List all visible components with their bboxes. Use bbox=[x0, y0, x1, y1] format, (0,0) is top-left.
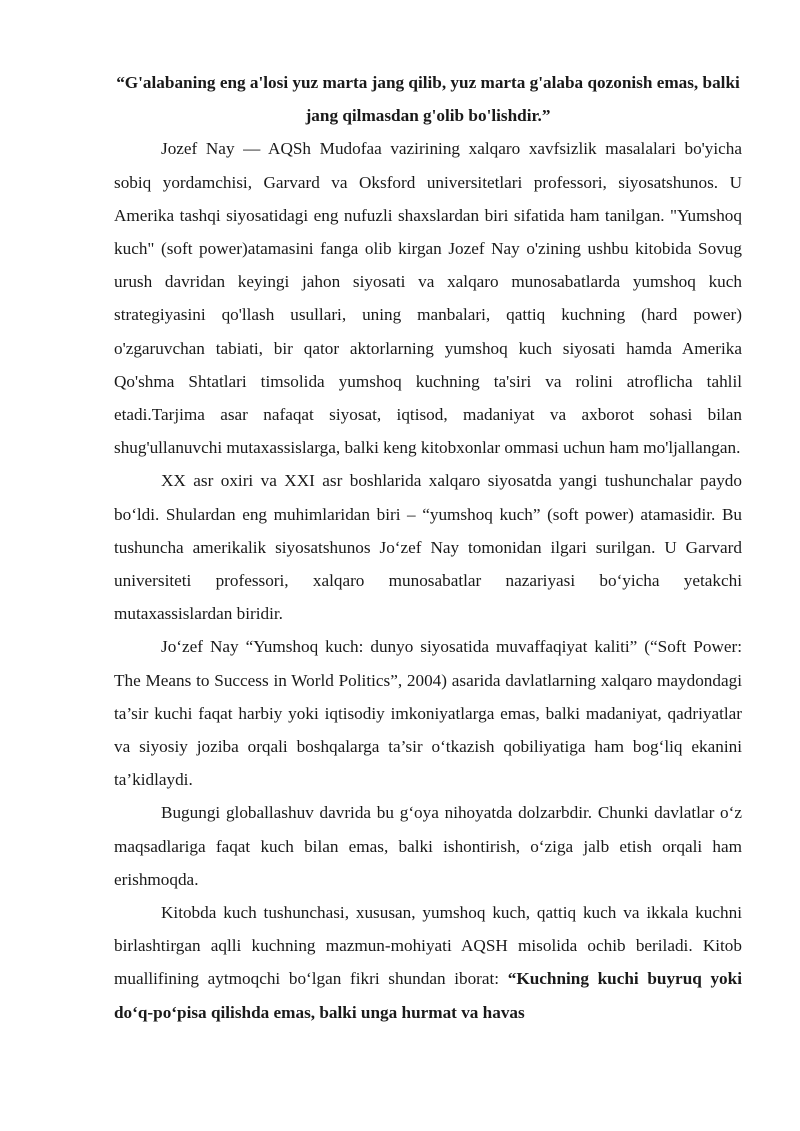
paragraph-book-summary: Jo‘zef Nay “Yumshoq kuch: dunyo siyosatida muvaffaqiyat kaliti” (“Soft Power: The Means to Success in World Politics”, 2004) asarida davlatlarning xalqaro maydondagi ta’sir kuchi faqat harbiy yoki iqtisodiy imkoniyatlarga emas, balki madaniyat, qadriyatlar va siyosiy joziba orqali boshqalarga ta’sir o‘tkazish qobiliyatiga ham bog‘liq ekanini ta’kidlaydi. bbox=[114, 637, 742, 790]
paragraph-book-idea-text: Kitobda kuch tushunchasi, xususan, yumshoq kuch, qattiq kuch va ikkala kuchni birlashtirgan aqlli kuchning mazmun-mohiyati AQSH misolida ochib beriladi. Kitob muallifining aytmoqchi bo‘lgan fikri shundan iborat: bbox=[114, 903, 742, 989]
paragraph-soft-power-intro: XX asr oxiri va XXI asr boshlarida xalqaro siyosatda yangi tushunchalar paydo bo‘ldi. Shulardan eng muhimlaridan biri – “yumshoq kuch” (soft power) atamasidir. Bu tushuncha amerikalik siyosatshunos Jo‘zef Nay tomonidan ilgari surilgan. U Garvard universiteti professori, xalqaro munosabatlar nazariyasi bo‘yicha yetakchi mutaxassislardan biridir. bbox=[114, 471, 742, 624]
paragraph-book-idea bbox=[114, 896, 742, 1029]
document-page bbox=[114, 66, 742, 1029]
paragraph-author-bio: Jozef Nay — AQSh Mudofaa vazirining xalqaro xavfsizlik masalalari bo'yicha sobiq yordamchisi, Garvard va Oksford universitetlari professori, siyosatshunos. U Amerika tashqi siyosatidagi eng nufuzli shaxslardan biri sifatida ham tanilgan. "Yumshoq kuch" (soft power)atamasini fanga olib kirgan Jozef Nay o'zining ushbu kitobida Sovug urush davridan keyingi jahon siyosati va xalqaro munosabatlarda yumshoq kuch strategiyasini qo'llash usullari, uning manbalari, qattiq kuchning (hard power) o'zgaruvchan tabiati, bir qator aktorlarning yumshoq kuch siyosati hamda Amerika Qo'shma Shtatlari timsolida yumshoq kuchning ta'siri va rolini atroflicha tahlil etadi.Tarjima asar nafaqat siyosat, iqtisod, madaniyat va axborot sohasi bilan shug'ullanuvchi mutaxassislarga, balki keng kitobxonlar ommasi uchun ham mo'ljallangan. bbox=[114, 139, 742, 458]
paragraph-globalization: Bugungi globallashuv davrida bu g‘oya nihoyatda dolzarbdir. Chunki davlatlar o‘z maqsadlariga faqat kuch bilan emas, balki ishontirish, o‘ziga jalb etish orqali ham erishmoqda. bbox=[114, 803, 742, 889]
epigraph-quote: “G'alabaning eng a'losi yuz marta jang qilib, yuz marta g'alaba qozonish emas, balki jang qilmasdan g'olib bo'lishdir.” bbox=[116, 73, 740, 126]
paragraph-book-idea-bold-quote: “Kuchning kuchi buyruq yoki do‘q-po‘pisa qilishda emas, balki unga hurmat va havas bbox=[114, 969, 742, 1022]
